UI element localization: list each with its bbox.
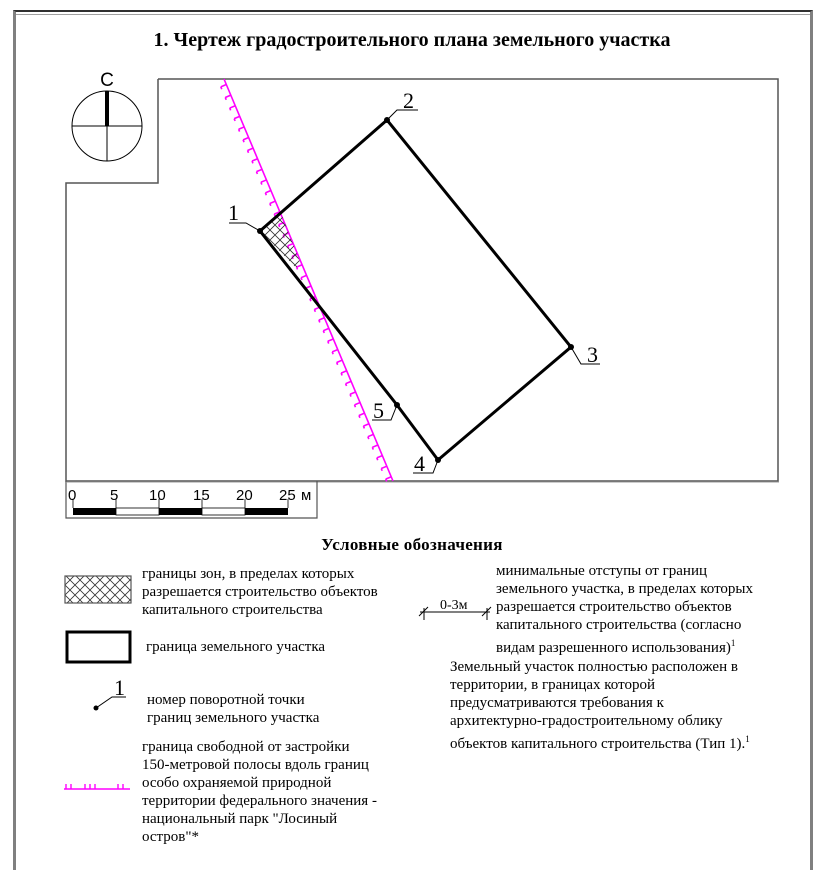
plot-boundary	[260, 120, 571, 460]
legend-title: Условные обозначения	[321, 535, 503, 554]
point-5-label: 5	[373, 398, 384, 423]
scale-unit: м	[301, 487, 312, 504]
legend-symbol-buildable-zone	[65, 576, 131, 603]
scale-tick-15: 15	[193, 487, 210, 504]
point-1-label: 1	[228, 200, 239, 225]
point-4-label: 4	[414, 451, 425, 476]
scale-tick-0: 0	[68, 487, 77, 504]
point-leaders	[229, 110, 600, 473]
scale-tick-20: 20	[236, 487, 253, 504]
scale-bar	[66, 481, 317, 518]
scale-tick-5: 5	[110, 487, 119, 504]
legend-symbol-protected-strip	[64, 784, 130, 789]
legend-setbacks-label: 0-3м	[440, 598, 468, 613]
north-arrow-icon	[72, 91, 142, 161]
scale-tick-25: 25	[279, 487, 296, 504]
footnote-marker: 1	[745, 734, 750, 744]
legend-symbol-turning-point	[94, 675, 127, 711]
protected-strip-line	[221, 79, 393, 481]
point-3-label: 3	[587, 342, 598, 367]
legend-text-setbacks: минимальные отступы от границ земельного участка, в пределах которых разрешается строительство объектов капитального строительства (согласно видам разрешенного использования)$^1$	[496, 563, 754, 656]
legend-text-plot-boundary: граница земельного участка	[146, 639, 326, 655]
legend-text-turning-point: номер поворотной точки границ земельного участка	[147, 692, 320, 726]
scale-tick-10: 10	[149, 487, 166, 504]
point-2-label: 2	[403, 88, 414, 113]
legend-symbol-plot-boundary	[67, 632, 130, 662]
page-title: 1. Чертеж градостроительного плана земельного участка	[153, 29, 671, 51]
legend-turning-point-label: 1	[114, 675, 125, 700]
legend-text-protected-strip: граница свободной от застройки 150-метровой полосы вдоль границ особо охраняемой природной территории федерального значения - национальный парк "Лосиный остров"*	[142, 739, 377, 845]
footnote-marker: 1	[730, 638, 736, 648]
legend-symbol-setbacks	[419, 598, 491, 620]
map-frame	[66, 79, 779, 482]
north-label: С	[100, 70, 114, 91]
legend-text-buildable-zone: границы зон, в пределах которых разрешается строительство объектов капитального строительства	[142, 566, 378, 618]
legend-note: Земельный участок полностью расположен в территории, в границах которой предусматриваются требования к архитектурно-градостроительному облику объектов капитального строительства (Тип 1).$^1$	[450, 659, 750, 752]
